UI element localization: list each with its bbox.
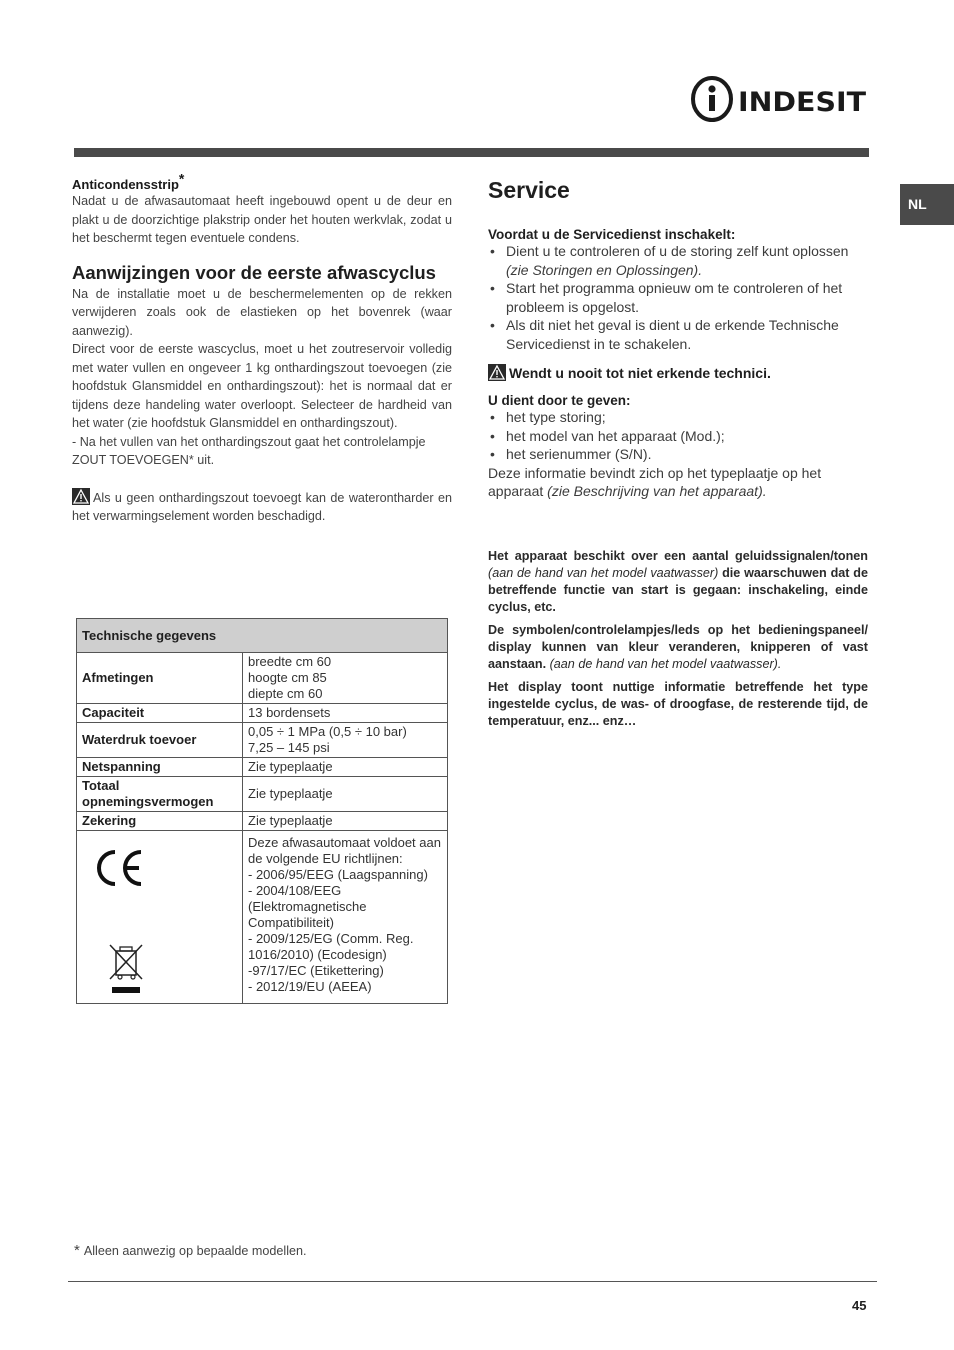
salt-warning: Als u geen onthardingszout toevoegt kan de waterontharder en het verwarmingselement worden beschadigd.	[72, 488, 452, 526]
footnote-star: *	[178, 170, 185, 187]
language-tab: NL	[900, 184, 954, 225]
list-item: • Start het programma opnieuw om te controleren of het probleem is opgelost.	[488, 279, 868, 316]
right-column	[488, 177, 868, 730]
row-value: breedte cm 60 hoogte cm 85 diepte cm 60	[243, 653, 448, 704]
list-item: • Als dit niet het geval is dient u de erkende Technische Servicedienst in te schakelen.	[488, 316, 868, 353]
list-item: • het model van het apparaat (Mod.);	[488, 427, 868, 446]
row-value: 0,05 ÷ 1 MPa (0,5 ÷ 10 bar) 7,25 – 145 psi	[243, 723, 448, 758]
row-label: Capaciteit	[77, 704, 243, 723]
info-text: Deze informatie bevindt zich op het typeplaatje op het apparaat (zie Beschrijving van het apparaat).	[488, 464, 822, 499]
table-row	[77, 777, 448, 812]
ce-mark-icon	[95, 847, 147, 889]
row-label: Zekering	[77, 812, 243, 831]
compliance-text: Deze afwasautomaat voldoet aan de volgende EU richtlijnen: - 2006/95/EEG (Laagspanning) - 2004/108/EEG (Elektromagnetische Compatibiliteit) - 2009/125/EG (Comm. Reg. 1016/2010) (Ecodesign) -97/17/EC (Etikettering) - 2012/19/EU (AEEA)	[243, 831, 448, 1004]
table-header: Technische gegevens	[77, 619, 448, 653]
table-row	[77, 758, 448, 777]
before-service-title: Voordat u de Servicedienst inschakelt:	[488, 227, 736, 242]
footer-divider	[68, 1281, 877, 1282]
row-value: 13 bordensets	[243, 704, 448, 723]
row-label: Afmetingen	[77, 653, 243, 704]
first-cycle-title: Aanwijzingen voor de eerste afwascyclus	[72, 261, 436, 283]
row-value: Zie typeplaatje	[243, 812, 448, 831]
warning-icon	[488, 364, 506, 381]
first-cycle-p2: Direct voor de eerste wascyclus, moet u het zoutreservoir volledig met water vullen en ongeveer 1 kg onthardingszout toevoegen (zie hoofdstuk Glansmiddel en onthardingszout): het is normaal dat er tijdens deze handeling water overloopt. Selecteer de hardheid van het water (zie hoofdstuk Glansmiddel en onthardingszout).	[72, 342, 452, 430]
list-item: • het type storing;	[488, 408, 868, 427]
table-row	[77, 653, 448, 704]
weee-bin-icon	[107, 943, 145, 995]
row-label: Totaal opnemingsvermogen	[77, 777, 243, 812]
first-cycle-p3: - Na het vullen van het onthardingszout gaat het controlelampje ZOUT TOEVOEGEN* uit.	[72, 434, 426, 467]
warning-icon	[72, 488, 90, 505]
left-column	[72, 170, 452, 526]
row-label: Waterdruk toevoer	[77, 723, 243, 758]
anticondens-text: Nadat u de afwasautomaat heeft ingebouwd opent u de deur en plakt u de doorzichtige plakstrip onder het houten werkvlak, zodat u het beschermt tegen eventuele condens.	[72, 194, 452, 245]
technical-data-table	[76, 618, 448, 1004]
compliance-icons	[77, 831, 243, 1004]
page-number: 45	[852, 1298, 867, 1313]
row-value: Zie typeplaatje	[243, 777, 448, 812]
row-value: Zie typeplaatje	[243, 758, 448, 777]
table-row	[77, 812, 448, 831]
symbols-paragraph: De symbolen/controlelampjes/leds op het bedieningspaneel/ display kunnen van kleur veranderen, knipperen of vast aanstaan. (aan de hand van het model vaatwasser).	[488, 622, 868, 671]
indesit-logo	[690, 76, 868, 122]
compliance-row	[77, 831, 448, 1004]
row-label: Netspanning	[77, 758, 243, 777]
signals-paragraph: Het apparaat beschikt over een aantal geluidssignalen/tonen (aan de hand van het model vaatwasser) die waarschuwen dat de betreffende functie van start is gegaan: inschakeling, einde cyclus, etc.	[488, 548, 868, 614]
give-title: U dient door te geven:	[488, 393, 631, 408]
table-header-row	[77, 619, 448, 653]
anticondens-title: Anticondensstrip*	[72, 170, 185, 192]
display-paragraph: Het display toont nuttige informatie betreffende het type ingestelde cyclus, de was- of droogfase, de resterende tijd, de temperatuur, enz... enz…	[488, 679, 868, 728]
header-bar	[74, 148, 869, 157]
table-row	[77, 723, 448, 758]
technician-warning: Wendt u nooit tot niet erkende technici.	[488, 364, 868, 381]
list-item: • Dient u te controleren of u de storing zelf kunt oplossen (zie Storingen en Oplossingen).	[488, 242, 868, 279]
service-title: Service	[488, 177, 570, 203]
list-item: • het serienummer (S/N).	[488, 445, 868, 464]
footnote: * Alleen aanwezig op bepaalde modellen.	[74, 1242, 307, 1259]
first-cycle-p1: Na de installatie moet u de beschermelementen op de rekken verwijderen zoals ook de elastieken op het bovenrek (waar aanwezig).	[72, 286, 452, 338]
table-row	[77, 704, 448, 723]
brand-wordmark: INDESIT	[738, 87, 867, 118]
